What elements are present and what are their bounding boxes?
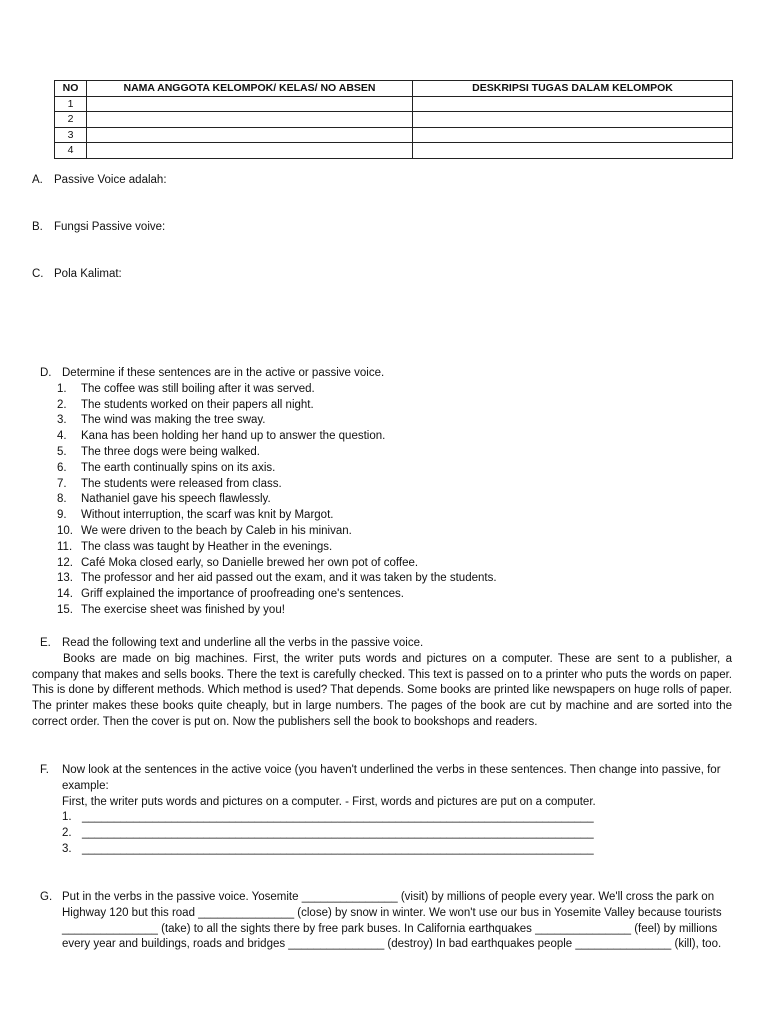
answer-line[interactable]: 2. ________________________________________________________________________________ bbox=[62, 827, 594, 840]
table-row bbox=[55, 143, 733, 159]
list-item: 5. The three dogs were being walked. bbox=[57, 445, 260, 458]
section-f-intro: Now look at the sentences in the active voice (you haven't underlined the verbs in these sentences. Then change into passive, for example: bbox=[62, 764, 721, 792]
section-letter: D. bbox=[40, 367, 52, 379]
member-name-cell[interactable] bbox=[87, 112, 413, 128]
table-row bbox=[55, 127, 733, 143]
section-g bbox=[40, 890, 732, 953]
section-e bbox=[32, 636, 732, 731]
row-number: 2 bbox=[55, 112, 87, 128]
header-task-description: DESKRIPSI TUGAS DALAM KELOMPOK bbox=[413, 81, 733, 97]
section-d-title: Determine if these sentences are in the active or passive voice. bbox=[62, 367, 385, 379]
list-item: 15. The exercise sheet was finished by you! bbox=[57, 603, 285, 616]
section-e-title: Read the following text and underline all the verbs in the passive voice. bbox=[62, 637, 424, 649]
section-c bbox=[32, 268, 122, 280]
section-a-text: Passive Voice adalah: bbox=[54, 174, 167, 186]
list-item: 13. The professor and her aid passed out the exam, and it was taken by the students. bbox=[57, 572, 497, 585]
table-row bbox=[55, 112, 733, 128]
sentence-text: The wind was making the tree sway. bbox=[81, 414, 266, 427]
sentence-text: Without interruption, the scarf was knit by Margot. bbox=[81, 509, 334, 522]
row-number: 3 bbox=[55, 127, 87, 143]
header-member-name: NAMA ANGGOTA KELOMPOK/ KELAS/ NO ABSEN bbox=[87, 81, 413, 97]
section-c-text: Pola Kalimat: bbox=[54, 268, 122, 280]
sentence-text: The exercise sheet was finished by you! bbox=[81, 603, 285, 616]
task-description-cell[interactable] bbox=[413, 127, 733, 143]
section-letter: A. bbox=[32, 174, 43, 186]
sentence-text: The students were released from class. bbox=[81, 477, 282, 490]
row-number: 1 bbox=[55, 96, 87, 112]
member-name-cell[interactable] bbox=[87, 143, 413, 159]
sentence-text: The three dogs were being walked. bbox=[81, 445, 260, 458]
sentence-text: Kana has been holding her hand up to answer the question. bbox=[81, 430, 386, 443]
section-a bbox=[32, 174, 167, 186]
task-description-cell[interactable] bbox=[413, 143, 733, 159]
section-b bbox=[32, 221, 165, 233]
list-item: 14. Griff explained the importance of proofreading one's sentences. bbox=[57, 588, 404, 601]
task-description-cell[interactable] bbox=[413, 112, 733, 128]
sentence-text: Griff explained the importance of proofreading one's sentences. bbox=[81, 588, 404, 601]
section-f bbox=[40, 763, 732, 858]
paragraph-text: Books are made on big machines. First, the writer puts words and pictures on a computer. These are sent to a publisher, a company that makes and sells books. There the text is carefully checked. This text is passed on to a printer who puts the words on paper. This is done by different methods. Which method is used? That depends. Some books are printed like newspapers on huge rolls of paper. The printer makes these books quite cheaply, but in large numbers. The pages of the book are cut by machine and are sorted into the correct order. Then the cover is put on. Now the publishers sell the book to bookshops and readers. bbox=[32, 652, 732, 728]
task-description-cell[interactable] bbox=[413, 96, 733, 112]
section-letter: B. bbox=[32, 221, 43, 233]
list-item: 7. The students were released from class. bbox=[57, 477, 282, 490]
header-no: NO bbox=[55, 81, 87, 97]
list-item: 8. Nathaniel gave his speech flawlessly. bbox=[57, 493, 271, 506]
list-item: 1. The coffee was still boiling after it was served. bbox=[57, 382, 315, 395]
sentence-text: We were driven to the beach by Caleb in his minivan. bbox=[81, 524, 352, 537]
member-name-cell[interactable] bbox=[87, 127, 413, 143]
sentence-text: The class was taught by Heather in the evenings. bbox=[81, 540, 333, 553]
sentence-text: The professor and her aid passed out the exam, and it was taken by the students. bbox=[81, 572, 497, 585]
table-row bbox=[55, 96, 733, 112]
sentence-list bbox=[40, 382, 735, 619]
section-letter: E. bbox=[40, 637, 51, 649]
sentence-text: The coffee was still boiling after it was served. bbox=[81, 382, 315, 395]
section-letter: C. bbox=[32, 268, 44, 280]
list-item: 12. Café Moka closed early, so Danielle brewed her own pot of coffee. bbox=[57, 556, 419, 569]
answer-line[interactable]: 3. ________________________________________________________________________________ bbox=[62, 842, 594, 855]
list-item: 3. The wind was making the tree sway. bbox=[57, 414, 266, 427]
group-members-table bbox=[54, 80, 733, 159]
example-sentence: First, the writer puts words and pictures on a computer. - First, words and pictures are put on a computer. bbox=[62, 795, 596, 808]
list-item: 11. The class was taught by Heather in the evenings. bbox=[57, 540, 333, 553]
list-item: 6. The earth continually spins on its axis. bbox=[57, 461, 276, 474]
section-letter: G. bbox=[40, 891, 53, 903]
list-item: 4. Kana has been holding her hand up to answer the question. bbox=[57, 430, 386, 443]
list-item: 2. The students worked on their papers all night. bbox=[57, 398, 314, 411]
row-number: 4 bbox=[55, 143, 87, 159]
member-name-cell[interactable] bbox=[87, 96, 413, 112]
section-d bbox=[40, 366, 735, 619]
table-header-row bbox=[55, 81, 733, 97]
sentence-text: The earth continually spins on its axis. bbox=[81, 461, 276, 474]
sentence-text: Nathaniel gave his speech flawlessly. bbox=[81, 493, 271, 506]
sentence-text: Café Moka closed early, so Danielle brewed her own pot of coffee. bbox=[81, 556, 419, 569]
section-g-text: Put in the verbs in the passive voice. Yosemite _______________ (visit) by millions of people every year. We'll cross the park on Highway 120 but this road _______________ (close) by snow in winter. We won't use our bus in Yosemite Valley because tourists _______________ (take) to all the sights there by free park buses. In California earthquakes _______________ (feel) by millions every year and buildings, roads and bridges _______________ (destroy) In bad earthquakes people _______________ (kill), too. bbox=[62, 891, 722, 951]
section-b-text: Fungsi Passive voive: bbox=[54, 221, 166, 233]
reading-paragraph bbox=[32, 652, 732, 731]
section-letter: F. bbox=[40, 764, 49, 776]
sentence-text: The students worked on their papers all night. bbox=[81, 398, 314, 411]
list-item: 9. Without interruption, the scarf was knit by Margot. bbox=[57, 509, 334, 522]
answer-line[interactable]: 1. ________________________________________________________________________________ bbox=[62, 811, 594, 824]
list-item: 10. We were driven to the beach by Caleb in his minivan. bbox=[57, 524, 352, 537]
